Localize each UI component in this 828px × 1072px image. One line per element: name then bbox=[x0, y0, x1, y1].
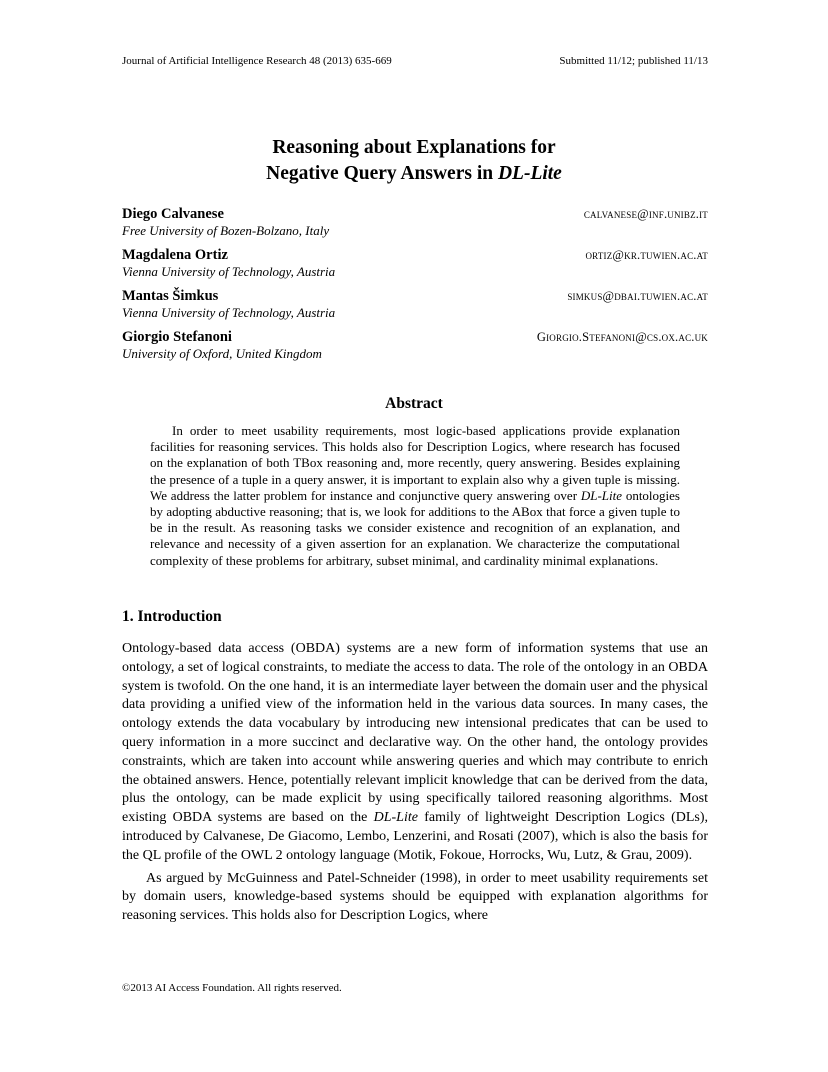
running-head bbox=[122, 55, 708, 67]
paragraph-1 bbox=[122, 640, 708, 866]
title-line-2 bbox=[0, 161, 828, 187]
section-heading: 1. Introduction bbox=[122, 608, 222, 625]
title-dl-lite: DL-Lite bbox=[497, 163, 562, 184]
author-block bbox=[122, 205, 708, 239]
body-text bbox=[122, 640, 708, 926]
title-line-2-text: Negative Query Answers in bbox=[266, 163, 498, 184]
author-list bbox=[122, 205, 708, 369]
abstract-dl-lite: DL-Lite bbox=[580, 487, 623, 503]
author-name: Diego Calvanese bbox=[122, 206, 224, 222]
abstract-text-part-2: ontologies by adopting abductive reasoning; that is, we look for additions to the ABox that force a given tuple to be in the result. As reasoning tasks we consider existence and recognition of an explanation, and relevance and necessity of a given assertion for an explanation. We characterize the computational complexity of these problems for arbitrary, subset minimal, and cardinality minimal explanations. bbox=[150, 487, 680, 568]
author-block bbox=[122, 328, 708, 362]
title-line-1: Reasoning about Explanations for bbox=[272, 137, 556, 158]
author-affiliation: Vienna University of Technology, Austria bbox=[122, 264, 336, 279]
author-affiliation: University of Oxford, United Kingdom bbox=[122, 346, 322, 361]
paragraph-2: As argued by McGuinness and Patel-Schneider (1998), in order to meet usability requirements set by domain users, knowledge-based systems should be equipped with explanation algorithms for reasoning services. This holds also for Description Logics, where bbox=[122, 870, 708, 924]
abstract-text-part-1: In order to meet usability requirements, most logic-based applications provide explanation facilities for reasoning services. This holds also for Description Logics, where research has focused on the explanation of both TBox reasoning and, more recently, query answering. Besides explaining the presence of a tuple in a query answer, it is important to explain also why a given tuple is missing. We address the latter problem for instance and conjunctive query answering over bbox=[150, 423, 680, 503]
abstract-text bbox=[150, 423, 680, 569]
paper-title bbox=[0, 135, 828, 187]
abstract-heading: Abstract bbox=[385, 395, 443, 412]
author-email: simkus@dbai.tuwien.ac.at bbox=[567, 289, 708, 303]
author-block bbox=[122, 287, 708, 321]
author-email: ortiz@kr.tuwien.ac.at bbox=[585, 248, 708, 262]
author-email: Giorgio.Stefanoni@cs.ox.ac.uk bbox=[536, 330, 708, 344]
copyright-notice: ©2013 AI Access Foundation. All rights reserved. bbox=[122, 982, 342, 994]
author-name: Magdalena Ortiz bbox=[122, 247, 228, 263]
paragraph-1-dl-lite: DL-Lite bbox=[373, 810, 418, 826]
author-name: Mantas Šimkus bbox=[122, 288, 219, 304]
author-affiliation: Free University of Bozen-Bolzano, Italy bbox=[122, 223, 330, 238]
paragraph-1-part-2: family of lightweight Description Logics (DLs), introduced by Calvanese, De Giacomo, Lembo, Lenzerini, and Rosati (2007), which is also the basis for the QL profile of the OWL 2 ontology language (Motik, Fokoue, Horrocks, Wu, Lutz, & Grau, 2009). bbox=[122, 810, 708, 863]
author-affiliation: Vienna University of Technology, Austria bbox=[122, 305, 336, 320]
author-name: Giorgio Stefanoni bbox=[122, 329, 232, 345]
journal-reference: Journal of Artificial Intelligence Research 48 (2013) 635-669 bbox=[122, 55, 392, 67]
author-block bbox=[122, 246, 708, 280]
author-email: calvanese@inf.unibz.it bbox=[583, 207, 708, 221]
submission-dates: Submitted 11/12; published 11/13 bbox=[559, 55, 708, 67]
paragraph-1-part-1: Ontology-based data access (OBDA) systems are a new form of information systems that use an ontology, a set of logical constraints, to mediate the access to data. The role of the ontology in an OBDA system is twofold. On the one hand, it is an intermediate layer between the domain user and the physical data providing a unified view of the information held in the various data sources. In many cases, the ontology extends the data vocabulary by introducing new intensional predicates that can be used to query information in a more succinct and declarative way. On the other hand, the ontology provides constraints, which are taken into account while answering queries and which may contribute to enrich the obtained answers. Hence, potentially relevant implicit knowledge that can be derived from the data, plus the ontology, can be made explicit by using specifically tailored reasoning algorithms. Most existing OBDA systems are based on the bbox=[122, 641, 708, 826]
